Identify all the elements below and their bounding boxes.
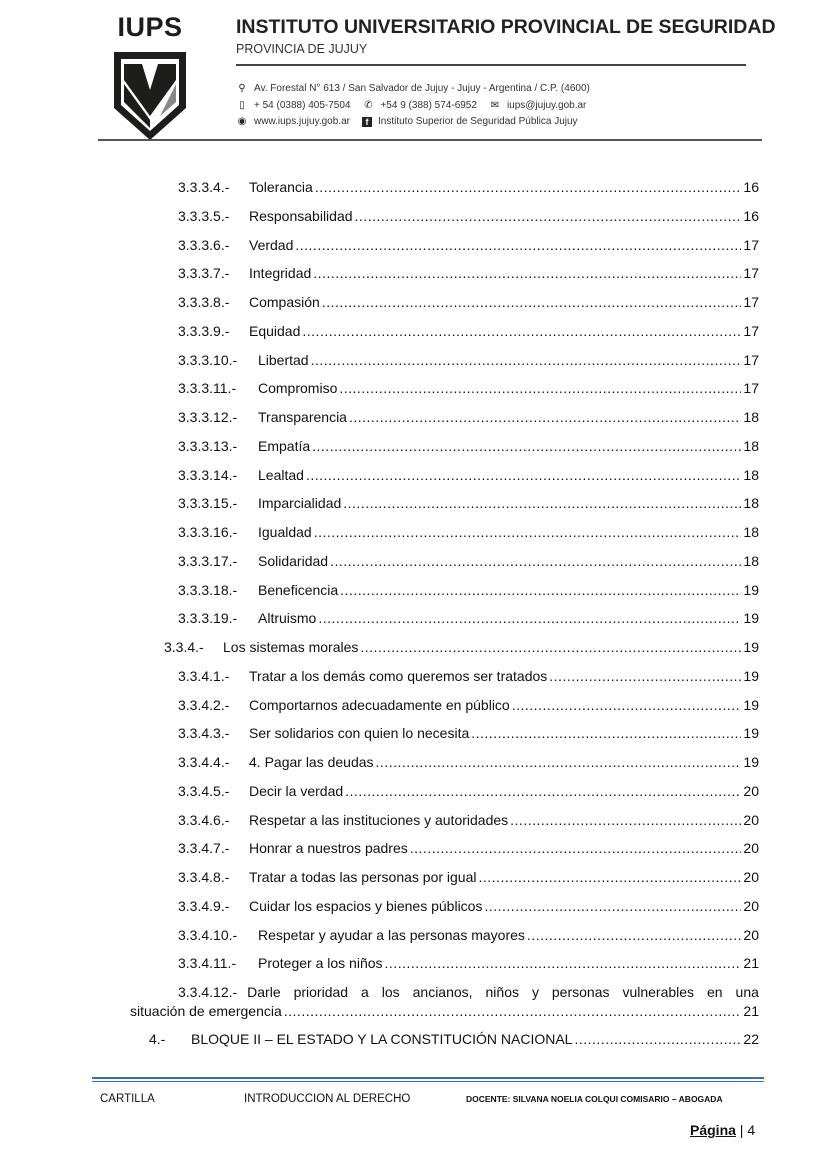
toc-entry[interactable]	[178, 898, 759, 914]
toc-entry-page: 18	[743, 552, 759, 569]
toc-leader-dots	[479, 869, 742, 885]
toc-entry[interactable]	[178, 725, 759, 741]
toc-entry-title: Cuidar los espacios y bienes públicos	[249, 897, 483, 914]
toc-entry[interactable]	[178, 352, 759, 368]
toc-entry-number: 3.3.3.11.-	[178, 380, 237, 397]
phone-line	[236, 100, 586, 111]
toc-entry-number: 3.3.4.10.-	[178, 926, 238, 943]
toc-entry-page: 19	[743, 667, 759, 684]
toc-word: en	[707, 984, 723, 1000]
toc-entry-page: 17	[743, 236, 759, 253]
whatsapp-icon: ✆	[364, 100, 373, 111]
footer-rule	[92, 1077, 764, 1079]
toc-entry-title: Responsabilidad	[249, 207, 353, 224]
toc-word: prioridad	[293, 984, 349, 1000]
footer-cartilla: CARTILLA	[100, 1093, 155, 1105]
toc-leader-dots	[355, 208, 742, 224]
institution-title: INSTITUTO UNIVERSITARIO PROVINCIAL DE SEGURIDAD	[236, 16, 776, 38]
toc-entry-title: Integridad	[249, 265, 312, 282]
toc-entry-page: 17	[743, 322, 759, 339]
toc-entry[interactable]	[178, 955, 759, 971]
toc-entry-title: BLOQUE II – EL ESTADO Y LA CONSTITUCIÓN NACIONAL	[191, 1031, 573, 1047]
toc-entry-page: 18	[743, 437, 759, 454]
toc-word: y	[531, 984, 539, 1000]
toc-leader-dots	[315, 179, 742, 195]
toc-word: los	[381, 984, 400, 1000]
toc-leader-dots	[313, 265, 741, 281]
toc-entry[interactable]	[178, 697, 759, 713]
toc-leader-dots	[349, 409, 741, 425]
toc-entry-title-line1	[247, 984, 759, 1000]
toc-entry-page: 20	[743, 840, 759, 857]
iups-logo	[108, 12, 192, 140]
toc-entry-title-line2: situación de emergencia	[130, 1003, 282, 1019]
toc-entry-title: Verdad	[249, 236, 294, 253]
toc-entry-title: Libertad	[258, 351, 309, 368]
toc-entry[interactable]	[178, 467, 759, 483]
toc-entry-number: 3.3.3.18.-	[178, 581, 238, 598]
toc-leader-dots	[510, 812, 741, 828]
toc-entry-page: 20	[743, 926, 759, 943]
toc-entry-page: 20	[743, 869, 759, 885]
toc-entry[interactable]	[178, 380, 759, 396]
toc-leader-dots	[306, 467, 741, 483]
toc-entry[interactable]	[178, 179, 759, 195]
toc-entry-title: Ser solidarios con quien lo necesita	[249, 725, 470, 742]
toc-entry-page: 22	[743, 1031, 759, 1047]
toc-entry-page: 19	[743, 696, 759, 713]
toc-entry-page: 19	[743, 639, 759, 655]
toc-entry-title: Tratar a los demás como queremos ser tratados	[249, 667, 548, 684]
toc-entry-title: Honrar a nuestros padres	[249, 840, 408, 857]
toc-leader-dots	[339, 380, 741, 396]
toc-entry-title: Decir la verdad	[249, 782, 344, 799]
toc-entry-page: 18	[743, 495, 759, 512]
toc-word: una	[735, 984, 759, 1000]
toc-entry-number: 3.3.3.4.-	[178, 179, 230, 195]
toc-entry-number: 3.3.3.13.-	[178, 437, 238, 454]
toc-entry-page: 18	[743, 409, 759, 425]
province-subtitle: PROVINCIA DE JUJUY	[236, 42, 368, 56]
toc-leader-dots	[574, 1031, 741, 1047]
toc-entry-page: 17	[743, 294, 759, 310]
email-link[interactable]: iups@jujuy.gob.ar	[506, 100, 587, 111]
toc-entry-title: 4. Pagar las deudas	[249, 754, 374, 770]
toc-entry[interactable]	[178, 582, 759, 598]
toc-entry-page: 19	[743, 754, 759, 770]
toc-entry-page: 17	[743, 351, 759, 368]
toc-entry[interactable]	[178, 265, 759, 281]
phone-text: + 54 (0388) 405-7504	[254, 100, 351, 111]
toc-entry[interactable]	[178, 553, 759, 569]
toc-entry-number: 3.3.4.7.-	[178, 840, 230, 857]
toc-entry-page: 17	[743, 380, 759, 397]
toc-entry-number: 3.3.4.5.-	[178, 782, 230, 799]
email-icon: ✉	[490, 100, 500, 111]
toc-entry-title: Solidaridad	[258, 552, 329, 569]
toc-entry-page: 21	[743, 1003, 759, 1019]
toc-leader-dots	[343, 495, 741, 511]
toc-entry[interactable]	[178, 323, 759, 339]
facebook-text[interactable]: Instituto Superior de Seguridad Pública Jujuy	[377, 116, 578, 127]
toc-entry-number: 3.3.3.15.-	[178, 495, 238, 512]
website-link[interactable]: www.iups.jujuy.gob.ar	[254, 116, 350, 127]
toc-entry-title: Beneficencia	[258, 581, 339, 598]
address-line	[236, 83, 590, 94]
toc-entry-title: Tratar a todas las personas por igual	[249, 869, 477, 885]
toc-leader-dots	[295, 237, 741, 253]
facebook-icon: f	[362, 117, 372, 127]
toc-word: personas	[551, 984, 610, 1000]
toc-entry-title: Lealtad	[258, 466, 304, 483]
toc-leader-dots	[322, 294, 742, 310]
toc-entry-title: Compromiso	[258, 380, 338, 397]
web-line	[236, 116, 578, 127]
toc-entry[interactable]	[164, 639, 759, 655]
toc-leader-dots	[512, 697, 742, 713]
toc-entry-title: Respetar a las instituciones y autoridades	[249, 811, 509, 828]
footer-subject: INTRODUCCION AL DERECHO	[244, 1093, 411, 1105]
toc-entry[interactable]	[178, 927, 759, 943]
toc-entry-title: Empatía	[258, 437, 311, 454]
toc-entry-number: 3.3.3.8.-	[178, 294, 230, 310]
page-separator: |	[739, 1122, 744, 1138]
toc-entry[interactable]	[178, 524, 759, 540]
toc-entry-number: 3.3.4.12.-	[178, 984, 238, 1000]
page-number	[690, 1122, 755, 1138]
phone-icon: ▯	[239, 100, 245, 111]
toc-leader-dots	[376, 754, 742, 770]
toc-entry-page: 19	[743, 610, 759, 627]
toc-entry-wrapped-line1[interactable]	[178, 984, 759, 1000]
toc-entry-number: 3.3.4.4.-	[178, 754, 230, 770]
page-number-value: 4	[747, 1122, 756, 1138]
toc-leader-dots	[311, 352, 742, 368]
toc-entry-title: Compasión	[249, 294, 320, 310]
footer-rule-thin	[92, 1081, 764, 1082]
toc-word: a	[361, 984, 369, 1000]
toc-entry-title: Comportarnos adecuadamente en público	[249, 696, 510, 713]
globe-icon: ◉	[237, 116, 247, 127]
toc-entry-number: 3.3.3.14.-	[178, 466, 238, 483]
toc-entry-number: 3.3.4.11.-	[178, 955, 237, 972]
toc-entry-page: 16	[743, 179, 759, 195]
header-divider	[236, 64, 746, 66]
toc-entry-number: 3.3.3.9.-	[178, 322, 230, 339]
toc-word: Darle	[247, 984, 281, 1000]
toc-entry[interactable]	[178, 869, 759, 885]
toc-entry-title: Equidad	[249, 322, 301, 339]
toc-word: vulnerables	[622, 984, 695, 1000]
toc-entry-title: Respetar y ayudar a las personas mayores	[258, 926, 525, 943]
toc-leader-dots	[345, 783, 741, 799]
toc-leader-dots	[302, 323, 741, 339]
toc-entry-number: 3.3.3.6.-	[178, 236, 230, 253]
toc-entry-number: 3.3.4.6.-	[178, 811, 230, 828]
toc-entry-page: 21	[743, 955, 759, 972]
logo-text: IUPS	[117, 12, 183, 42]
toc-entry[interactable]	[178, 208, 759, 224]
toc-entry-number: 3.3.3.16.-	[178, 524, 238, 540]
toc-entry-page: 18	[743, 524, 759, 540]
toc-entry[interactable]	[178, 754, 759, 770]
toc-leader-dots	[360, 639, 741, 655]
footer-teacher: DOCENTE: SILVANA NOELIA COLQUI COMISARIO – ABOGADA	[466, 1094, 723, 1104]
toc-leader-dots	[471, 725, 741, 741]
toc-entry-number: 4.-	[149, 1031, 166, 1047]
toc-entry-number: 3.3.4.3.-	[178, 725, 230, 742]
toc-entry-number: 3.3.3.12.-	[178, 409, 238, 425]
toc-entry-number: 3.3.3.7.-	[178, 265, 230, 282]
toc-entry[interactable]	[178, 668, 759, 684]
toc-entry-page: 18	[743, 466, 759, 483]
toc-entry-number: 3.3.4.8.-	[178, 869, 230, 885]
toc-entry[interactable]	[178, 610, 759, 626]
toc-entry-page: 20	[743, 811, 759, 828]
toc-entry[interactable]	[178, 438, 759, 454]
shield-logo-icon	[112, 50, 188, 142]
toc-entry-title: Altruismo	[258, 610, 317, 627]
toc-entry-number: 3.3.3.10.-	[178, 351, 238, 368]
toc-entry-page: 17	[743, 265, 759, 282]
toc-leader-dots	[340, 582, 741, 598]
location-pin-icon: ⚲	[238, 83, 246, 94]
toc-leader-dots	[484, 898, 741, 914]
address-text: Av. Forestal N° 613 / San Salvador de Jujuy - Jujuy - Argentina / C.P. (4600)	[254, 83, 590, 94]
toc-entry[interactable]	[178, 495, 759, 511]
toc-entry-title: Transparencia	[258, 409, 347, 425]
toc-entry-number: 3.3.3.19.-	[178, 610, 238, 627]
toc-entry-page: 20	[743, 782, 759, 799]
toc-entry-page: 19	[743, 581, 759, 598]
toc-entry-block[interactable]	[149, 1031, 759, 1047]
toc-entry-title: Tolerancia	[249, 179, 313, 195]
header-bottom-rule	[98, 139, 762, 141]
toc-entry-number: 3.3.4.1.-	[178, 667, 230, 684]
toc-entry-title: Los sistemas morales	[223, 639, 359, 655]
toc-leader-dots	[527, 927, 742, 943]
toc-entry-title: Proteger a los niños	[258, 955, 383, 972]
toc-leader-dots	[284, 1003, 742, 1019]
page-label: Página	[690, 1122, 736, 1138]
toc-entry[interactable]	[178, 783, 759, 799]
toc-entry-page: 20	[743, 897, 759, 914]
toc-leader-dots	[318, 610, 741, 626]
toc-leader-dots	[312, 438, 741, 454]
toc-entry-page: 16	[743, 207, 759, 224]
toc-entry[interactable]	[178, 294, 759, 310]
toc-leader-dots	[385, 955, 742, 971]
toc-word: ancianos,	[412, 984, 473, 1000]
toc-leader-dots	[410, 840, 742, 856]
toc-entry-number: 3.3.4.2.-	[178, 696, 230, 713]
toc-entry[interactable]	[178, 237, 759, 253]
toc-entry-title: Imparcialidad	[258, 495, 342, 512]
toc-entry-wrapped-line2[interactable]	[130, 1003, 759, 1019]
toc-word: niños	[485, 984, 519, 1000]
toc-entry-number: 3.3.3.17.-	[178, 552, 238, 569]
toc-leader-dots	[314, 524, 742, 540]
toc-entry-title: Igualdad	[258, 524, 312, 540]
toc-entry-number: 3.3.3.5.-	[178, 207, 230, 224]
toc-entry[interactable]	[178, 812, 759, 828]
toc-entry-number: 3.3.4.-	[164, 639, 204, 655]
toc-entry[interactable]	[178, 409, 759, 425]
toc-leader-dots	[549, 668, 741, 684]
whatsapp-text: +54 9 (388) 574-6952	[380, 100, 477, 111]
toc-entry[interactable]	[178, 840, 759, 856]
toc-leader-dots	[330, 553, 741, 569]
toc-entry-number: 3.3.4.9.-	[178, 897, 230, 914]
toc-entry-page: 19	[743, 725, 759, 742]
